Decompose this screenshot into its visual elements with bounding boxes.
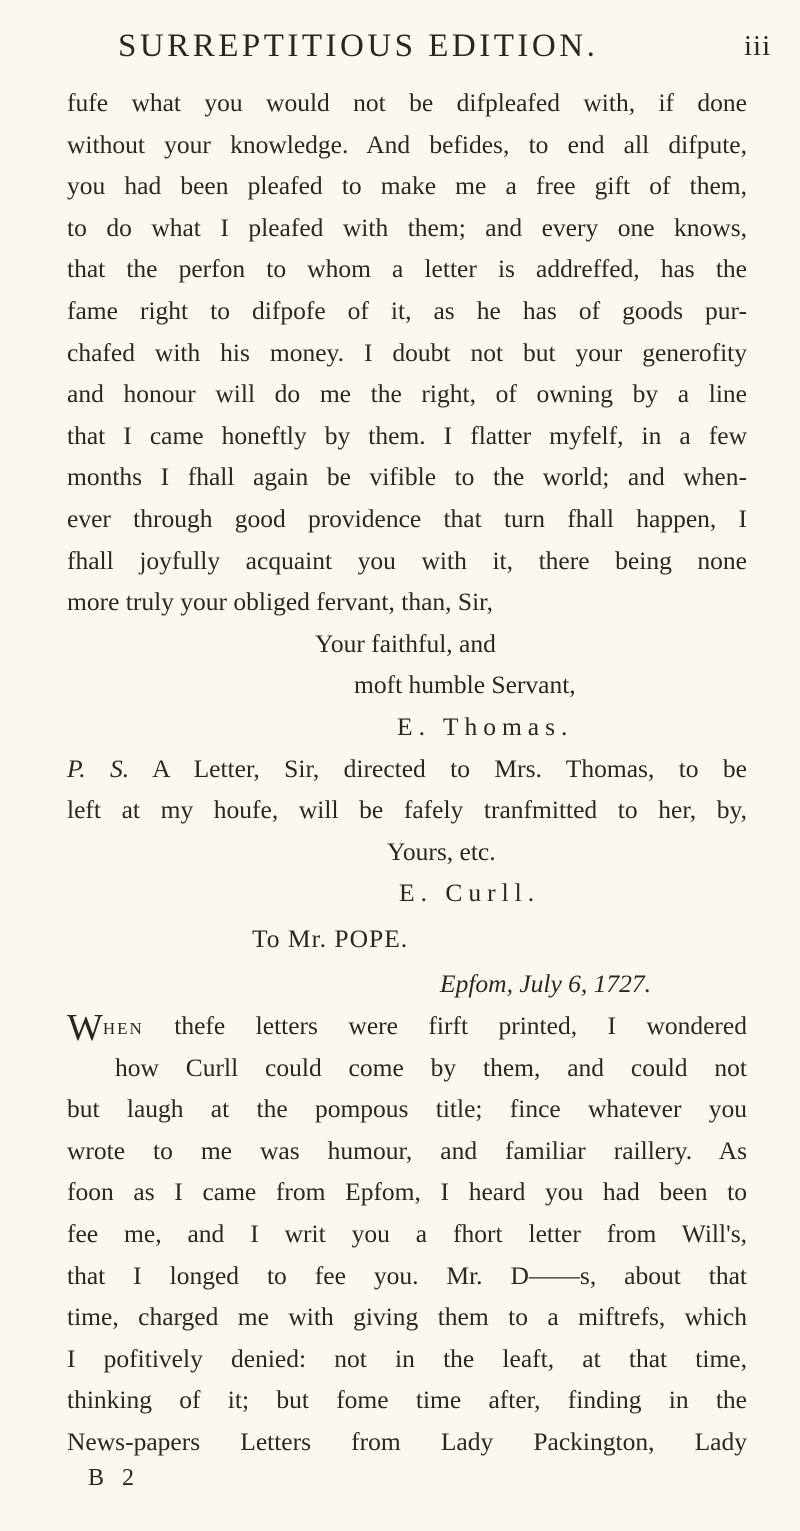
page-number: iii [744,30,772,62]
postscript-label: P. S. [67,753,130,783]
signature-thomas: E. Thomas. [397,711,574,741]
text-line: months I fhall again be vifible to the world; and when- [67,462,747,492]
text-line: wrote to me was humour, and familiar raillery. As [67,1135,747,1165]
closing-line: moft humble Servant, [354,670,576,700]
first-word-rest: HEN [102,1019,144,1039]
signature-curll: E. Curll. [399,878,541,908]
text-line: fhall joyfully acquaint you with it, there being none [67,545,747,575]
closing-line: Your faithful, and [315,628,496,658]
text-line: that I came honeftly by them. I flatter myfelf, in a few [67,420,747,450]
text-line: that I longed to fee you. Mr. D——s, about that [67,1260,747,1290]
text-line: fame right to difpofe of it, as he has of goods pur- [67,295,747,325]
text-line: but laugh at the pompous title; fince whatever you [67,1094,747,1124]
text-line: time, charged me with giving them to a miftrefs, which [67,1302,747,1332]
postscript-line: left at my houfe, will be fafely tranfmitted to her, by, [67,795,747,825]
text-line: I pofitively denied: not in the leaft, at that time, [67,1343,747,1373]
text-line [67,1005,747,1050]
dateline-place: Epfom, [440,969,513,999]
text-line: and honour will do me the right, of owning by a line [67,379,747,409]
text-line: how Curll could come by them, and could not [115,1052,747,1082]
first-line-text: thefe letters were firft printed, I wondered [174,1011,747,1041]
text-line: News-papers Letters from Lady Packington, Lady [67,1427,747,1456]
signature-mark: B 2 [88,1465,141,1491]
postscript-line [67,748,747,790]
dateline-date: July 6, 1727. [519,969,652,999]
text-line: fufe what you would not be difpleafed with, if done [67,88,747,117]
text-line: you had been pleafed to make me a free gift of them, [67,171,747,201]
letter-heading: To Mr. POPE. [252,923,409,953]
page-header [0,28,800,78]
text-line: ever through good providence that turn fhall happen, I [67,503,747,533]
text-line: without your knowledge. And befides, to end all difpute, [67,129,747,159]
text-line: to do what I pleafed with them; and every one knows, [67,212,747,242]
text-line: chafed with his money. I doubt not but your generofity [67,337,747,367]
page-body [67,82,747,1463]
drop-cap: W [67,1007,103,1050]
text-line: fee me, and I writ you a fhort letter from Will's, [67,1219,747,1249]
text-line: that the perfon to whom a letter is addreffed, has the [67,254,747,284]
postscript-closing: Yours, etc. [387,836,496,866]
postscript-text: A Letter, Sir, directed to Mrs. Thomas, to be [152,753,748,783]
text-line: thinking of it; but fome time after, finding in the [67,1385,747,1415]
running-title: SURREPTITIOUS EDITION. [118,28,599,64]
text-line: more truly your obliged fervant, than, Sir, [67,587,494,617]
dateline [67,963,747,1005]
text-line: foon as I came from Epfom, I heard you had been to [67,1177,747,1207]
